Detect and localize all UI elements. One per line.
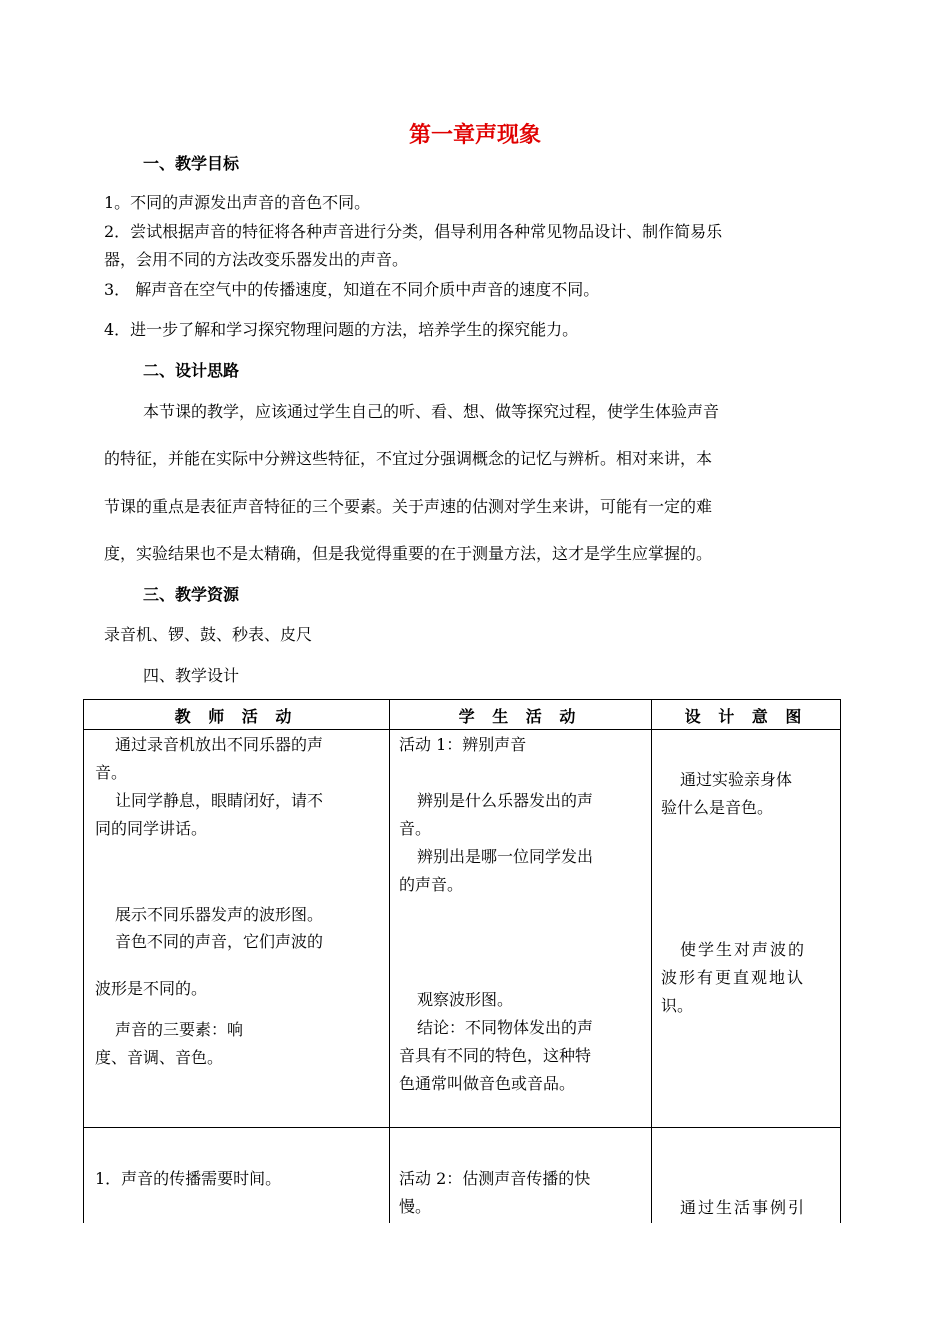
table-border [83, 1127, 841, 1128]
table-border [389, 699, 390, 1223]
design-intent-line: 识。 [661, 996, 694, 1015]
table-header-teacher: 教 师 活 动 [174, 707, 298, 726]
design-line: 节课的重点是表征声音特征的三个要素。关于声速的估测对学生来讲，可能有一定的难 [104, 497, 713, 516]
student-activity-line: 的声音。 [399, 875, 464, 894]
student-activity-line: 活动 1：辨别声音 [399, 735, 527, 754]
goal-line: 4．进一步了解和学习探究物理问题的方法，培养学生的探究能力。 [104, 320, 579, 339]
teacher-activity-line: 音色不同的声音，它们声波的 [115, 932, 324, 951]
resources-heading: 三、教学资源 [143, 585, 240, 604]
student-activity-line: 结论：不同物体发出的声 [417, 1018, 594, 1037]
resources-text: 录音机、锣、鼓、秒表、皮尺 [104, 625, 313, 644]
teacher-activity-line: 声音的三要素：响 [115, 1020, 244, 1039]
goal-line: 1。不同的声源发出声音的音色不同。 [104, 193, 371, 212]
design-line: 的特征，并能在实际中分辨这些特征，不宜过分强调概念的记忆与辨析。相对来讲，本 [104, 449, 713, 468]
design-intent-line: 使学生对声波的 [680, 940, 807, 959]
design-line: 本节课的教学，应该通过学生自己的听、看、想、做等探究过程，使学生体验声音 [143, 402, 720, 421]
student-activity-line: 观察波形图。 [417, 990, 514, 1009]
teacher-activity-line: 音。 [95, 763, 128, 782]
goal-line: 2．尝试根据声音的特征将各种声音进行分类，倡导利用各种常见物品设计、制作简易乐 [104, 222, 723, 241]
student-activity-line: 慢。 [399, 1197, 432, 1216]
table-border [83, 699, 84, 1223]
student-activity-line: 辨别是什么乐器发出的声 [417, 791, 594, 810]
teacher-activity-line: 1．声音的传播需要时间。 [95, 1169, 282, 1188]
teacher-activity-line: 同的同学讲话。 [95, 819, 208, 838]
student-activity-line: 辨别出是哪一位同学发出 [417, 847, 594, 866]
table-border [83, 699, 841, 700]
table-border [651, 699, 652, 1223]
design-intent-line: 通过生活事例引 [680, 1198, 807, 1217]
teacher-activity-line: 通过录音机放出不同乐器的声 [115, 735, 324, 754]
teacher-activity-line: 度、音调、音色。 [95, 1048, 224, 1067]
design-line: 度，实验结果也不是太精确，但是我觉得重要的在于测量方法，这才是学生应掌握的。 [104, 544, 713, 563]
teacher-activity-line: 展示不同乐器发声的波形图。 [115, 905, 324, 924]
design-intent-line: 验什么是音色。 [661, 798, 774, 817]
design-heading: 二、设计思路 [143, 361, 240, 380]
table-border [83, 729, 841, 730]
table-header-student: 学 生 活 动 [458, 707, 582, 726]
design-intent-line: 波形有更直观地认 [661, 968, 806, 987]
teaching-design-heading: 四、教学设计 [143, 666, 240, 685]
page-title: 第一章声现象 [408, 123, 541, 148]
table-border [840, 699, 841, 1223]
student-activity-line: 音。 [399, 819, 432, 838]
goals-heading: 一、教学目标 [143, 154, 240, 173]
teacher-activity-line: 让同学静息，眼睛闭好，请不 [115, 791, 324, 810]
teaching-design-table [83, 699, 841, 1223]
student-activity-line: 色通常叫做音色或音品。 [399, 1074, 576, 1093]
goal-line: 器，会用不同的方法改变乐器发出的声音。 [104, 250, 409, 269]
goal-line: 3． 解声音在空气中的传播速度，知道在不同介质中声音的速度不同。 [104, 280, 600, 299]
design-intent-line: 通过实验亲身体 [680, 770, 793, 789]
table-header-intent: 设 计 意 图 [684, 707, 808, 726]
student-activity-line: 活动 2：估测声音传播的快 [399, 1169, 591, 1188]
teacher-activity-line: 波形是不同的。 [95, 979, 208, 998]
student-activity-line: 音具有不同的特色，这种特 [399, 1046, 592, 1065]
